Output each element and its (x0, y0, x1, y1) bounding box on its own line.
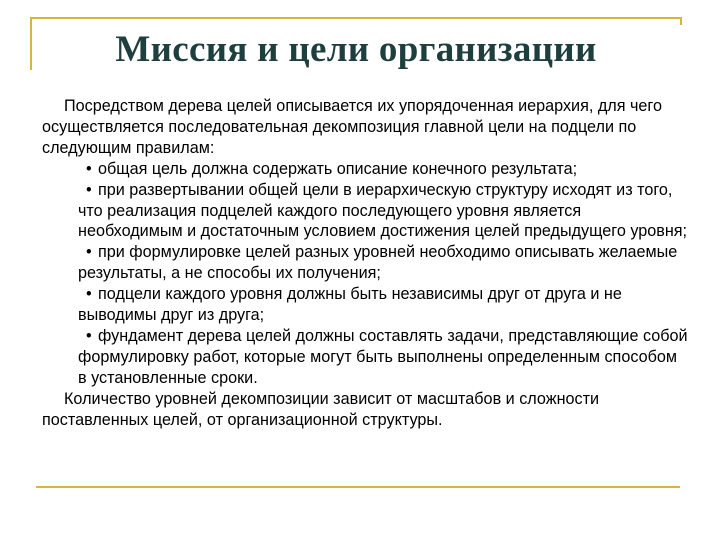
rule-item (78, 242, 690, 284)
rule-text: при формулировке целей разных уровней необходимо описывать желаемые результаты, а не способы их получения; (78, 243, 678, 283)
rules-list (42, 159, 690, 389)
frame-bottom-line (36, 486, 680, 488)
intro-term: дерева целей (168, 97, 272, 115)
intro-after: описывается их упорядоченная иерархия, для чего осуществляется последовательная декомпозиция главной цели на подцели по следующим правилам: (42, 97, 662, 157)
bullet-icon: • (86, 180, 92, 199)
rule-item (78, 159, 690, 180)
rule-text: фундамент дерева целей должны составлять задачи, представляющие собой формулировку работ, которые могут быть выполнены определенным способом в установленные сроки. (78, 326, 688, 387)
bullet-icon: • (86, 326, 92, 345)
intro-before: Посредством (64, 97, 169, 115)
intro-paragraph (42, 96, 690, 159)
bullet-icon: • (86, 285, 92, 304)
rule-text: общая цель должна содержать описание конечного результата; (98, 159, 578, 178)
conclusion-paragraph: Количество уровней декомпозиции зависит от масштабов и сложности поставленных целей, от организационной структуры. (42, 389, 600, 429)
rule-item (78, 326, 690, 389)
rule-text: подцели каждого уровня должны быть независимы друг от друга и не выводимы друг из друга; (78, 285, 622, 325)
bullet-icon: • (86, 243, 92, 262)
frame-top-line (30, 17, 682, 19)
frame-right-tick (680, 17, 682, 25)
rule-item (78, 180, 690, 243)
rule-item (78, 284, 690, 326)
rule-text: при развертывании общей цели в иерархическую структуру исходят из того, что реализация подцелей каждого последующего уровня является необходимым и достаточным условием достижения целей предыдущего уровня; (78, 180, 688, 241)
bullet-icon: • (86, 159, 92, 178)
slide-body (42, 96, 690, 431)
slide-title: Миссия и цели организации (115, 29, 597, 70)
